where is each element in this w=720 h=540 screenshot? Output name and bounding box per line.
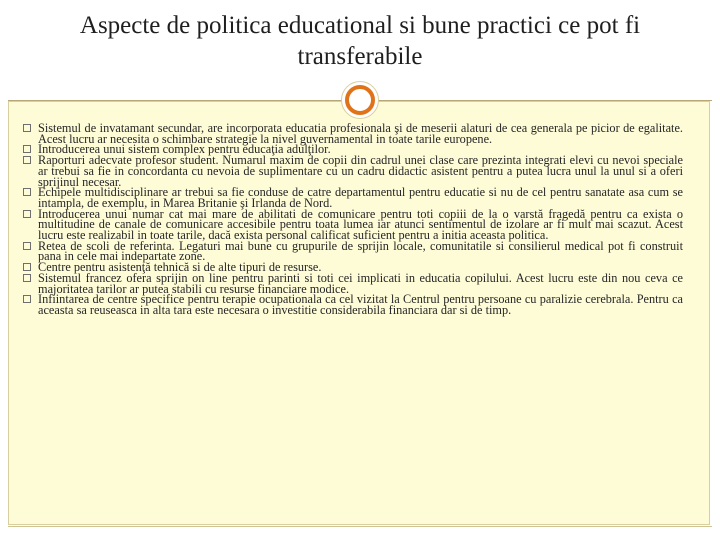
square-bullet-icon	[23, 263, 31, 271]
bullet-item	[38, 270, 683, 296]
bullet-text: Echipele multidisciplinare ar trebui sa fie conduse de catre departamentul pentru educatie si nu de cel pentru sanatate asa cum se intampla, de exemplu, in Marea Britanie şi Irlanda de Nord.	[38, 185, 683, 210]
square-bullet-icon	[23, 274, 31, 282]
content-bottom-line	[8, 526, 712, 527]
divider-circle-ornament	[341, 81, 379, 119]
bullet-item	[38, 206, 683, 243]
bullet-text: Raporturi adecvate profesor student. Numarul maxim de copii din cadrul unei clase care prezinta integrati elevi cu nevoi speciale ar trebui sa fie in concordanta cu nevoia de suplimentare cu un cadru didactic asistent pentru a putea lucra unul la unul si a oferi sprijinul necesar.	[38, 153, 683, 189]
bullet-text: Retea de scoli de referinta. Legaturi mai bune cu grupurile de sprijin locale, comunitatile si consilierul medical pot fi construit pana in cele mai indepartate zone.	[38, 238, 683, 264]
bullet-item	[38, 238, 683, 264]
bullet-text: Introducerea unui numar cat mai mare de abilitati de comunicare pentru toti copiii de la o varstă fragedă pentru ca exista o multitudine de canale de comunicare accesibile pentru toata lumea iar atunci sentimentul de izolare ar fi mult mai scazut. Acest lucru este realizabil in toate tarile, dacă exista personal calificat suficient pentru a initia aceasta politica.	[38, 206, 683, 243]
square-bullet-icon	[23, 210, 31, 218]
orange-ring-icon	[345, 85, 375, 115]
square-bullet-icon	[23, 145, 31, 153]
square-bullet-icon	[23, 156, 31, 164]
square-bullet-icon	[23, 242, 31, 250]
square-bullet-icon	[23, 295, 31, 303]
bullet-text: Centre pentru asistenţă tehnică si de alte tipuri de resurse.	[38, 260, 322, 275]
square-bullet-icon	[23, 124, 31, 132]
bullet-item	[38, 187, 683, 208]
bullet-list	[38, 123, 683, 316]
bullet-text: Sistemul de invatamant secundar, are incorporata educatia profesionala şi de meserii alaturi de cea generala pe picior de egalitate. Acest lucru ar necesita o schimbare strategie la nivel guvernamental in toate tarile europene.	[38, 121, 683, 146]
bullet-text: Sistemul francez ofera sprijin on line pentru parinti si toti cei implicati in educatia copilului. Acest lucru este din nou ceva ce majoritatea tarilor ar putea stabili cu resurse financiare modice.	[38, 270, 683, 296]
bullet-item	[38, 155, 683, 187]
bullet-item	[38, 294, 683, 315]
bullet-text: Infiintarea de centre specifice pentru terapie ocupationala ca cel vizitat la Centrul pentru persoane cu paralizie cerebrala. Pentru ca aceasta sa reuseasca in alta tara este necesara o investitie considerabila financiara dar si de timp.	[38, 292, 683, 317]
bullet-text: Introducerea unui sistem complex pentru educaţia adulţilor.	[38, 142, 331, 157]
square-bullet-icon	[23, 188, 31, 196]
bullet-item	[38, 123, 683, 144]
slide-title: Aspecte de politica educational si bune practici ce pot fi transferabile	[79, 12, 641, 70]
